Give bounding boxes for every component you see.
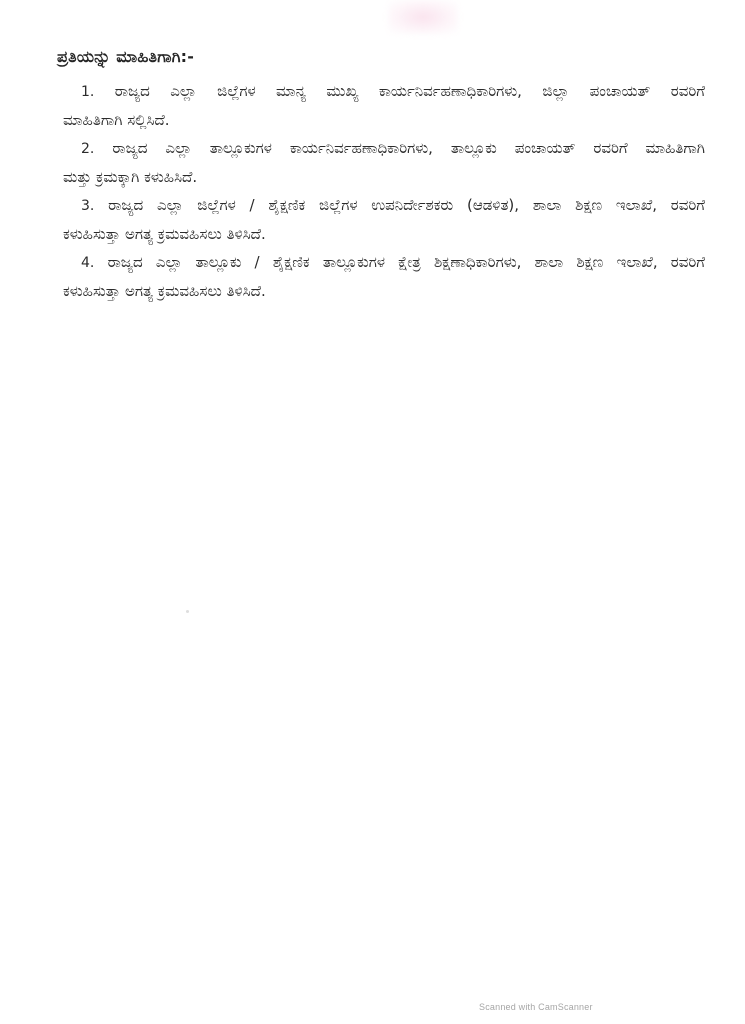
list-item-line-1 [81, 191, 705, 220]
item-number: 3. [81, 198, 95, 214]
list-item-line-1 [81, 77, 705, 106]
item-number: 4. [81, 255, 95, 271]
list-item-line-2: ಮಾಹಿತಿಗಾಗಿ ಸಲ್ಲಿಸಿದೆ. [63, 110, 170, 129]
list-item [63, 248, 705, 305]
item-number: 2. [81, 141, 95, 157]
list-item-line-1 [81, 248, 705, 277]
item-text: ರಾಜ್ಯದ ಎಲ್ಲಾ ಜಿಲ್ಲೆಗಳ / ಶೈಕ್ಷಣಿಕ ಜಿಲ್ಲೆಗಳ ಉಪನಿರ್ದೇಶಕರು (ಆಡಳಿತ), ಶಾಲಾ ಶಿಕ್ಷಣ ಇಲಾಖೆ, ರವರಿಗೆ [108, 196, 705, 214]
camscanner-watermark: Scanned with CamScanner [479, 1002, 593, 1012]
list-item-line-2: ಕಳುಹಿಸುತ್ತಾ ಅಗತ್ಯ ಕ್ರಮವಹಿಸಲು ತಿಳಿಸಿದೆ. [63, 224, 266, 243]
scan-speck [186, 610, 189, 613]
item-text: ರಾಜ್ಯದ ಎಲ್ಲಾ ಜಿಲ್ಲೆಗಳ ಮಾನ್ಯ ಮುಖ್ಯ ಕಾರ್ಯನಿರ್ವಹಣಾಧಿಕಾರಿಗಳು, ಜಿಲ್ಲಾ ಪಂಚಾಯತ್ ರವರಿಗೆ [114, 82, 705, 100]
item-number: 1. [81, 84, 95, 100]
list-item [63, 134, 705, 191]
list-item-line-1 [81, 134, 705, 163]
ink-bleed-smudge [388, 0, 458, 34]
item-text: ರಾಜ್ಯದ ಎಲ್ಲಾ ತಾಲ್ಲೂಕುಗಳ ಕಾರ್ಯನಿರ್ವಹಣಾಧಿಕಾರಿಗಳು, ತಾಲ್ಲೂಕು ಪಂಚಾಯತ್ ರವರಿಗೆ ಮಾಹಿತಿಗಾಗಿ [112, 139, 705, 157]
document-heading: ಪ್ರತಿಯನ್ನು ಮಾಹಿತಿಗಾಗಿ:- [57, 47, 195, 66]
list-item-line-2: ಕಳುಹಿಸುತ್ತಾ ಅಗತ್ಯ ಕ್ರಮವಹಿಸಲು ತಿಳಿಸಿದೆ. [63, 281, 266, 300]
item-text: ರಾಜ್ಯದ ಎಲ್ಲಾ ತಾಲ್ಲೂಕು / ಶೈಕ್ಷಣಿಕ ತಾಲ್ಲೂಕುಗಳ ಕ್ಷೇತ್ರ ಶಿಕ್ಷಣಾಧಿಕಾರಿಗಳು, ಶಾಲಾ ಶಿಕ್ಷಣ ಇಲಾಖೆ, ರವರಿಗೆ [107, 253, 705, 271]
list-item [63, 191, 705, 248]
list-item-line-2: ಮತ್ತು ಕ್ರಮಕ್ಕಾಗಿ ಕಳುಹಿಸಿದೆ. [63, 167, 198, 186]
list-item [63, 77, 705, 134]
numbered-list [63, 77, 705, 305]
